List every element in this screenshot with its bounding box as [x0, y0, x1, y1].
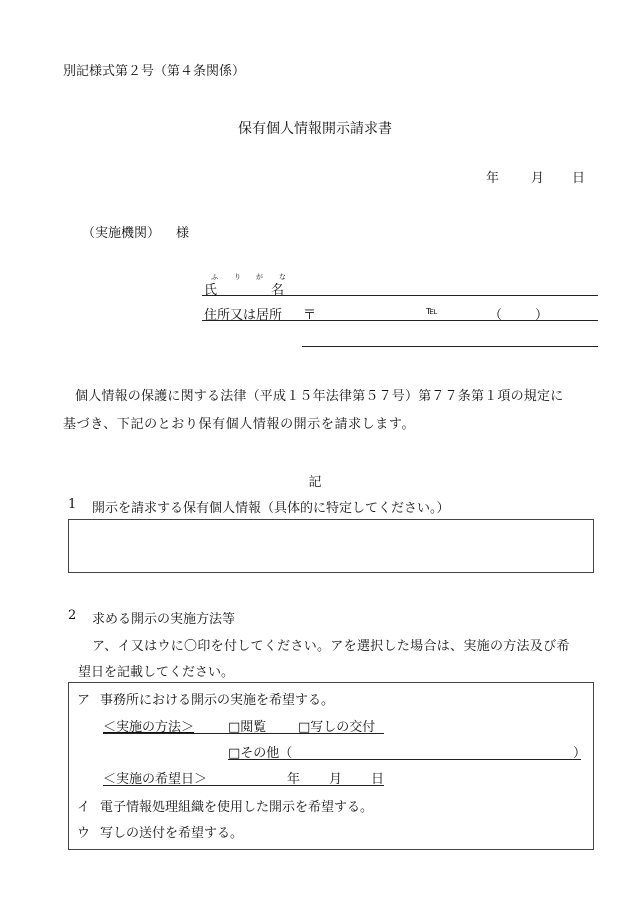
address-label: 住所又は居所: [204, 308, 283, 323]
other-checkbox[interactable]: □その他（: [228, 746, 293, 761]
form-label: 別記様式第２号（第４条関係）: [63, 64, 246, 79]
tel-paren-open: （: [489, 308, 503, 323]
other-paren-close: ）: [573, 746, 587, 761]
option-a-mark[interactable]: ア: [77, 693, 91, 708]
name-label-shi: 氏: [204, 283, 218, 298]
tel-mark: ℡: [426, 304, 438, 317]
option-u-mark[interactable]: ウ: [77, 826, 91, 841]
section1-number: 1: [68, 497, 77, 512]
view-checkbox[interactable]: □閲覧: [228, 720, 267, 735]
name-label-mei: 名: [271, 283, 285, 298]
furigana-ri: り: [234, 273, 241, 281]
date-day: 日: [572, 171, 586, 186]
intro-line-1: 個人情報の保護に関する法律（平成１５年法律第５７号）第７７条第１項の規定に: [75, 389, 564, 404]
section2-instruction-1: ア、イ又はウに〇印を付してください。アを選択した場合は、実施の方法及び希: [92, 639, 570, 654]
date-month: 月: [531, 171, 545, 186]
furigana-fu: ふ: [211, 273, 218, 281]
intro-line-2: 基づき、下記のとおり保有個人情報の開示を請求します。: [63, 417, 416, 432]
option-u-text: 写しの送付を希望する。: [100, 826, 244, 841]
wish-day: 日: [371, 772, 385, 787]
ki-heading: 記: [308, 475, 322, 490]
address-field-line-2[interactable]: [302, 346, 598, 347]
wish-year: 年: [287, 772, 301, 787]
date-wish-label: ＜実施の希望日＞: [103, 772, 208, 787]
other-underline[interactable]: [228, 759, 581, 760]
document-title: 保有個人情報開示請求書: [238, 121, 392, 137]
section1-input-box[interactable]: [68, 519, 594, 573]
section2-instruction-2: 望日を記載してください。: [78, 665, 235, 680]
wish-date-underline[interactable]: [103, 785, 384, 786]
wish-month: 月: [329, 772, 343, 787]
furigana-ga: が: [256, 273, 263, 281]
date-year: 年: [486, 171, 500, 186]
tel-paren-close: ）: [535, 308, 549, 323]
option-i-text: 電子情報処理組織を使用した開示を希望する。: [100, 800, 374, 815]
method-label: ＜実施の方法＞: [103, 720, 195, 735]
option-i-mark[interactable]: イ: [77, 800, 91, 815]
honorific-label: 様: [176, 226, 190, 241]
agency-label: （実施機関）: [82, 226, 161, 241]
copy-checkbox[interactable]: □写しの交付: [298, 720, 376, 735]
name-field-line[interactable]: [202, 295, 598, 296]
section1-title: 開示を請求する保有個人情報（具体的に特定してください。）: [92, 501, 450, 516]
furigana-na: な: [279, 273, 286, 281]
postal-mark: 〒: [303, 308, 317, 323]
option-a-text: 事務所における開示の実施を希望する。: [100, 693, 335, 708]
section2-title: 求める開示の実施方法等: [92, 612, 236, 627]
address-field-line[interactable]: [202, 320, 598, 321]
section2-number: 2: [68, 608, 77, 623]
